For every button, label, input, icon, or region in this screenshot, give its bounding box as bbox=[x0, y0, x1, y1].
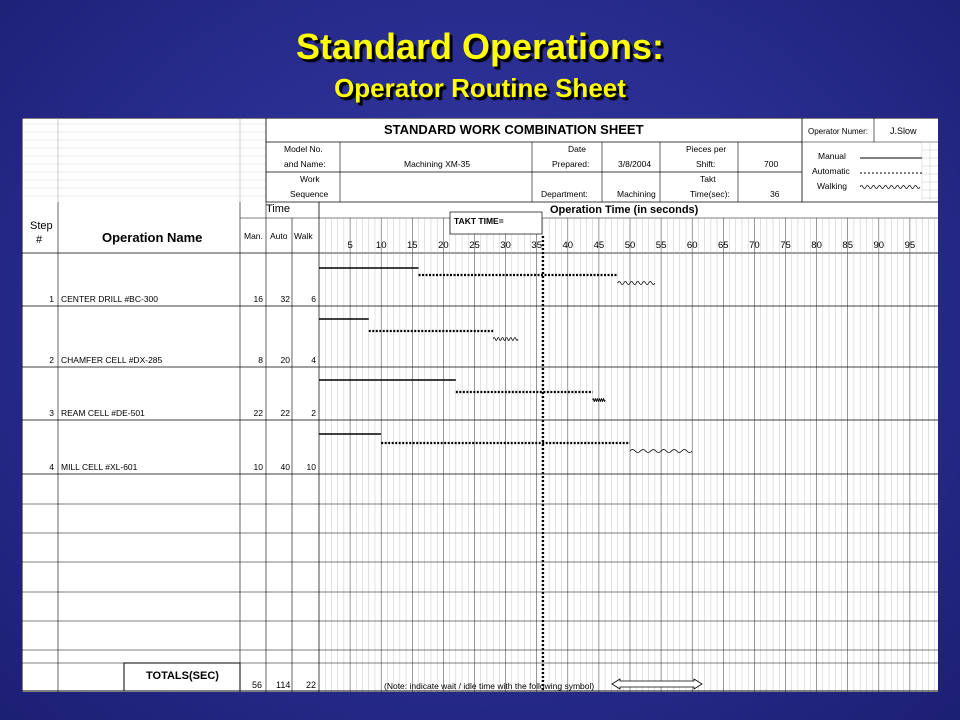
model-label-2: and Name: bbox=[284, 159, 326, 169]
walking-wave-step-3 bbox=[593, 399, 605, 402]
date-label-2: Prepared: bbox=[552, 159, 590, 169]
operator-label: Operator Numer: bbox=[808, 127, 869, 136]
totals-label: TOTALS(SEC) bbox=[146, 670, 219, 682]
operation-man-time: 8 bbox=[258, 355, 263, 365]
operation-man-time: 22 bbox=[253, 408, 263, 418]
totals-man: 56 bbox=[252, 680, 263, 690]
col-time-header: Time bbox=[266, 203, 291, 215]
totals-auto: 114 bbox=[276, 680, 291, 690]
totals-walk: 22 bbox=[306, 680, 317, 690]
tick-label: 25 bbox=[469, 240, 480, 251]
pieces-value: 700 bbox=[764, 159, 779, 169]
col-operation-header: Operation Name bbox=[102, 230, 203, 245]
work-label-2: Sequence bbox=[290, 189, 329, 199]
slide-title: Standard Operations: bbox=[295, 26, 665, 67]
tick-label: 30 bbox=[500, 240, 511, 251]
col-auto-header: Auto bbox=[270, 231, 288, 241]
tick-label: 55 bbox=[655, 240, 667, 251]
col-man-header: Man. bbox=[244, 231, 263, 241]
operation-name: REAM CELL #DE-501 bbox=[61, 408, 145, 418]
operation-name: CHAMFER CELL #DX-285 bbox=[61, 355, 163, 365]
tick-label: 35 bbox=[531, 240, 542, 251]
tick-label: 65 bbox=[718, 240, 729, 251]
slide-subtitle: Operator Routine Sheet bbox=[334, 73, 626, 103]
sheet-heading: STANDARD WORK COMBINATION SHEET bbox=[384, 122, 644, 137]
col-step-hash: # bbox=[36, 234, 43, 246]
operator-value: J.Slow bbox=[890, 126, 917, 136]
operation-step: 4 bbox=[49, 462, 54, 472]
takt-time-box: TAKT TIME= bbox=[454, 216, 504, 226]
tick-label: 90 bbox=[873, 240, 885, 251]
tick-label: 45 bbox=[593, 240, 605, 251]
tick-label: 60 bbox=[686, 240, 698, 251]
tick-label: 5 bbox=[347, 240, 353, 251]
operation-walk-time: 4 bbox=[311, 355, 316, 365]
tick-label: 50 bbox=[624, 240, 636, 251]
sheet-grid bbox=[22, 118, 938, 692]
date-label-1: Date bbox=[568, 144, 586, 154]
wait-note: (Note: indicate wait / idle time with the following symbol) bbox=[384, 681, 595, 691]
operation-walk-time: 6 bbox=[311, 294, 316, 304]
operation-man-time: 10 bbox=[253, 462, 263, 472]
work-combination-sheet bbox=[22, 118, 938, 692]
legend-manual-label: Manual bbox=[818, 151, 846, 161]
operation-man-time: 16 bbox=[253, 294, 263, 304]
operation-walk-time: 10 bbox=[306, 462, 316, 472]
operation-auto-time: 32 bbox=[280, 294, 290, 304]
tick-label: 70 bbox=[749, 240, 760, 251]
operation-walk-time: 2 bbox=[311, 408, 316, 418]
operation-step: 2 bbox=[49, 355, 54, 365]
operation-name: MILL CELL #XL-601 bbox=[61, 462, 138, 472]
tick-label: 40 bbox=[562, 240, 574, 251]
operation-name: CENTER DRILL #BC-300 bbox=[61, 294, 158, 304]
tick-label: 95 bbox=[904, 240, 916, 251]
operation-auto-time: 40 bbox=[280, 462, 290, 472]
chart-header: Operation Time (in seconds) bbox=[550, 204, 699, 216]
tick-label: 85 bbox=[842, 240, 853, 251]
tick-label: 20 bbox=[438, 240, 449, 251]
legend-automatic-label: Automatic bbox=[812, 166, 850, 176]
work-label-1: Work bbox=[300, 174, 320, 184]
col-walk-header: Walk bbox=[294, 231, 313, 241]
legend-walking-wave bbox=[860, 186, 920, 189]
operation-step: 3 bbox=[49, 408, 54, 418]
model-value: Machining XM-35 bbox=[404, 159, 471, 169]
pieces-label-2: Shift: bbox=[696, 159, 716, 169]
tick-label: 75 bbox=[780, 240, 791, 251]
takt-label-1: Takt bbox=[700, 174, 716, 184]
col-step-header: Step bbox=[30, 220, 53, 232]
tick-label: 10 bbox=[375, 240, 387, 251]
tick-label: 15 bbox=[407, 240, 418, 251]
wait-symbol bbox=[612, 679, 702, 689]
model-label-1: Model No. bbox=[284, 144, 323, 154]
dept-label: Department: bbox=[541, 189, 588, 199]
operation-auto-time: 22 bbox=[280, 408, 290, 418]
operation-auto-time: 20 bbox=[280, 355, 290, 365]
tick-label: 80 bbox=[811, 240, 822, 251]
takt-value: 36 bbox=[770, 189, 780, 199]
takt-label-2: Time(sec): bbox=[690, 189, 730, 199]
dept-value: Machining bbox=[617, 189, 656, 199]
operation-step: 1 bbox=[49, 294, 54, 304]
pieces-label-1: Pieces per bbox=[686, 144, 727, 154]
legend-walking-label: Walking bbox=[817, 181, 847, 191]
date-value: 3/8/2004 bbox=[618, 159, 652, 169]
